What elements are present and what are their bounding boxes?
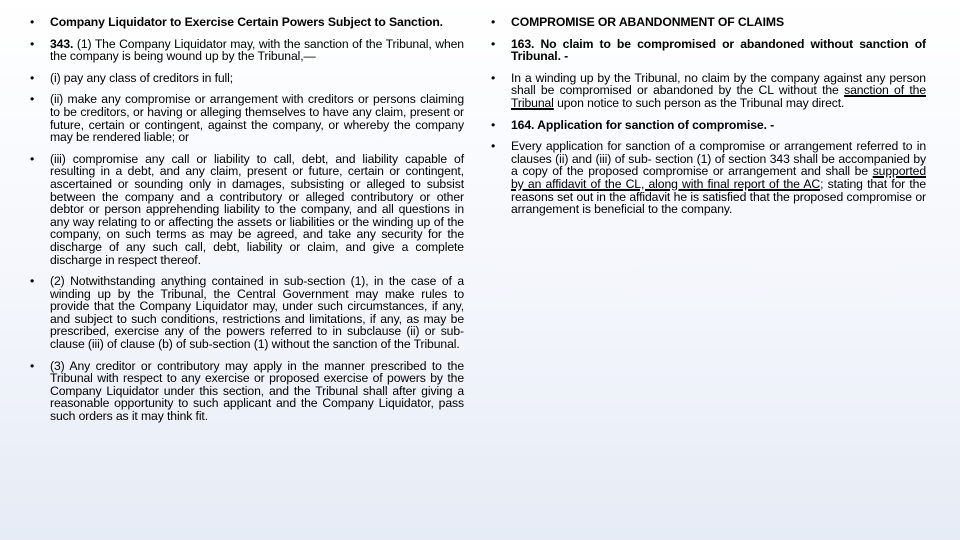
bullet-item: • (3) Any creditor or contributory may apply in the manner prescribed to the Tribunal with respect to any exercise or proposed exercise of powers by the Company Liquidator under this section, and the Tribunal shall after giving a reasonable opportunity to such applicant and the Company Liquidator, pass such orders as it may think fit.	[30, 360, 464, 423]
underlined-text: supported by an affidavit of the CL, along with final report of the AC	[511, 164, 926, 191]
bullet-item: • Company Liquidator to Exercise Certain Powers Subject to Sanction.	[30, 16, 464, 29]
left-column	[30, 16, 464, 432]
bullet-item: • (ii) make any compromise or arrangement with creditors or persons claiming to be creditors, or having or alleging themselves to have any claim, present or future, certain or contingent, against the company, or whereby the company may be rendered liable; or	[30, 93, 464, 143]
right-column	[491, 16, 926, 225]
bullet-heading: • COMPROMISE OR ABANDONMENT OF CLAIMS	[491, 16, 926, 29]
bullet-164-text: • Every application for sanction of a compromise or arrangement referred to in clauses (ii) and (iii) of sub- section (1) of section 343 shall be accompanied by a copy of the proposed compromise or arrangement and shall be supported by an affidavit of the CL, along with final report of the AC; stating that for the reasons set out in the affidavit he is satisfied that the proposed compromise or arrangement is beneficial to the company.	[491, 140, 926, 216]
bullet-163-text: • In a winding up by the Tribunal, no claim by the company against any person shall be compromised or abandoned by the CL without the sanction of the Tribunal upon notice to such person as the Tribunal may direct.	[491, 72, 926, 110]
underlined-text: sanction of the Tribunal	[511, 83, 926, 110]
bullet-item: • (i) pay any class of creditors in full;	[30, 72, 464, 85]
right-bullet-list	[491, 16, 926, 216]
bullet-item: • (2) Notwithstanding anything contained in sub-section (1), in the case of a winding up by the Tribunal, the Central Government may make rules to provide that the Company Liquidator may, under such circumstances, if any, and subject to such conditions, restrictions and limitations, if any, as may be prescribed, exercise any of the powers referred to in subclause (ii) or sub-clause (iii) of clause (b) of sub-section (1) without the sanction of the Tribunal.	[30, 275, 464, 351]
left-bullet-list	[30, 16, 464, 423]
bullet-section-163: • 163. No claim to be compromised or abandoned without sanction of Tribunal. -	[491, 38, 926, 63]
bullet-item: • (iii) compromise any call or liability to call, debt, and liability capable of resulting in a debt, and any claim, present or future, certain or contingent, ascertained or sounding only in damages, subsisting or alleged to subsist between the company and a contributory or alleged contributory or other debtor or person apprehending liability to the company, and all questions in any way relating to or affecting the assets or liabilities or the winding up of the company, on such terms as may be agreed, and take any security for the discharge of any such call, debt, liability or claim, and give a complete discharge in respect thereof.	[30, 153, 464, 266]
bullet-section-164: • 164. Application for sanction of compromise. -	[491, 119, 926, 132]
bullet-item: • 343. (1) The Company Liquidator may, with the sanction of the Tribunal, when the company is being wound up by the Tribunal,—	[30, 38, 464, 63]
